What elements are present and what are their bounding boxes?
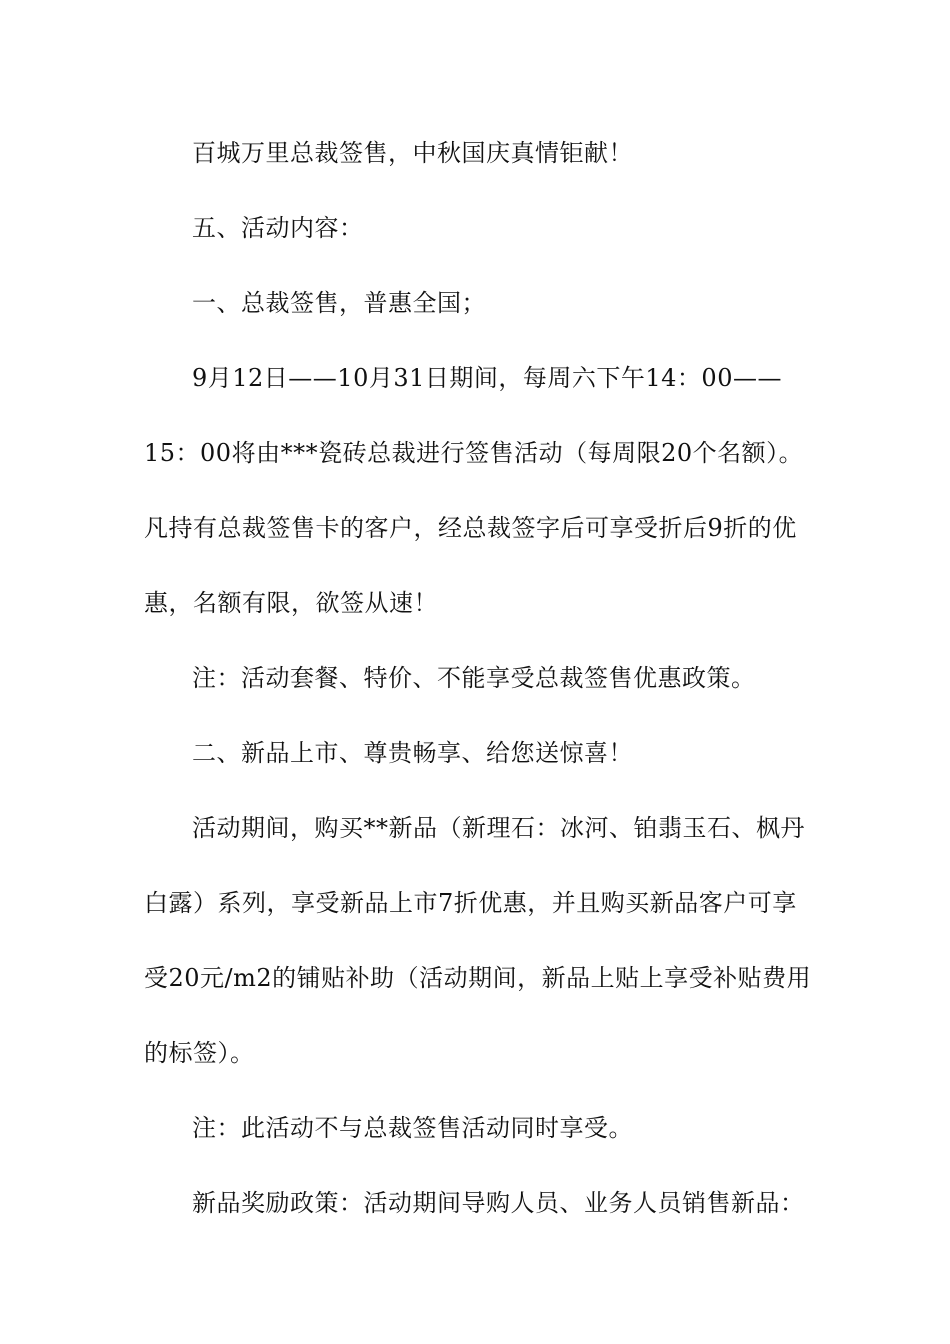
- paragraph-line: 9月12日——10月31日期间，每周六下午14：00——: [192, 364, 782, 392]
- paragraph-line: 受20元/m2的铺贴补助（活动期间，新品上贴上享受补贴费用: [144, 964, 812, 992]
- note-line: 注：活动套餐、特价、不能享受总裁签售优惠政策。: [192, 664, 756, 692]
- subheading-ceo-signing: 一、总裁签售，普惠全国；: [192, 289, 486, 317]
- note-line: 注：此活动不与总裁签售活动同时享受。: [192, 1114, 633, 1142]
- paragraph-line: 活动期间，购买**新品（新理石：冰河、铂翡玉石、枫丹: [192, 814, 805, 842]
- paragraph-line: 新品奖励政策：活动期间导购人员、业务人员销售新品：: [192, 1189, 805, 1217]
- paragraph-line: 15：00将由***瓷砖总裁进行签售活动（每周限20个名额）。: [144, 439, 804, 467]
- section-heading-activity-content: 五、活动内容：: [192, 214, 364, 242]
- paragraph-line: 惠，名额有限，欲签从速！: [144, 589, 438, 617]
- slogan-line: 百城万里总裁签售，中秋国庆真情钜献！: [192, 139, 633, 167]
- paragraph-line: 的标签）。: [144, 1039, 255, 1067]
- paragraph-line: 白露）系列，享受新品上市7折优惠，并且购买新品客户可享: [144, 889, 797, 917]
- paragraph-line: 凡持有总裁签售卡的客户，经总裁签字后可享受折后9折的优: [144, 514, 797, 542]
- subheading-new-products: 二、新品上市、尊贵畅享、给您送惊喜！: [192, 739, 633, 767]
